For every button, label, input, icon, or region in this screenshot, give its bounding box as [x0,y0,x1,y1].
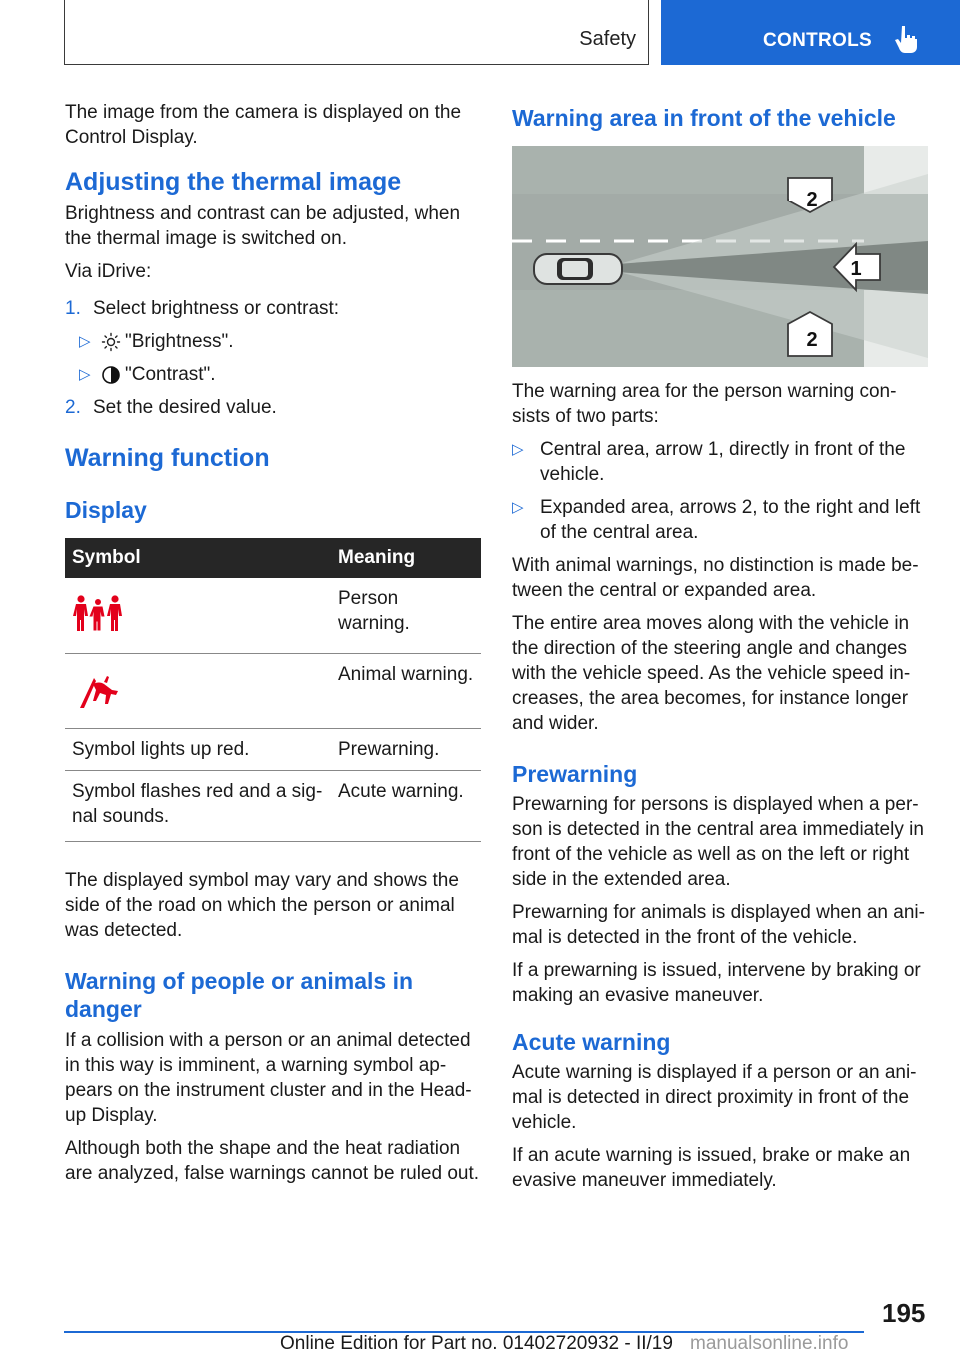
substep-text: "Brightness". [125,331,234,352]
step-number: 2. [65,397,81,418]
page-number: 195 [882,1298,926,1328]
table-cell-symbol: Symbol lights up red. [65,728,331,770]
steps-list [65,296,481,420]
figure-label-2-top: 2 [806,189,818,211]
triangle-bullet: ▷ [79,366,91,383]
left-column [65,100,481,1194]
danger-paragraph-1: If a collision with a person or an animal detected in this way is imminent, a warning symbol ap-pears on the instrument cluster and in the Head-up Display. [65,1029,472,1126]
step-text: Set the desired value. [93,397,277,418]
bullet-text: Central area, arrow 1, directly in front of the vehicle. [540,439,906,485]
danger-paragraph-2: Although both the shape and the heat radiation are analyzed, false warnings cannot be ruled out. [65,1137,480,1184]
table-row [65,770,481,841]
area-paragraph-2: The entire area moves along with the vehicle in the direction of the steering angle and changes with the vehicle speed. As the vehicle speed in-creases, the area becomes, for instance longer and wider. [512,613,911,734]
header-section-title: Safety [579,28,636,50]
warning-function-heading: Warning function [65,444,270,472]
triangle-bullet: ▷ [512,499,524,516]
symbol-table [65,538,481,842]
adjust-paragraph: Brightness and contrast can be adjusted, when the thermal image is switched on. [65,203,461,249]
table-cell-symbol [65,578,331,653]
list-item [65,362,481,387]
person-warning-icon [72,594,124,634]
table-cell-meaning: Animal warning. [331,653,481,728]
figure-label-1: 1 [850,258,862,280]
table-cell-symbol [65,653,331,728]
prewarning-paragraph-3: If a prewarning is issued, intervene by braking or making an evasive maneuver. [512,960,921,1006]
via-idrive: Via iDrive: [65,261,152,282]
table-header-symbol: Symbol [65,538,331,578]
prewarning-heading: Prewarning [512,761,638,787]
table-row [65,578,481,653]
area-intro: The warning area for the person warning con-sists of two parts: [512,381,897,427]
acute-paragraph-1: Acute warning is displayed if a person or an ani-mal is detected in direct proximity in front of the vehicle. [512,1062,917,1133]
hand-pointer-icon [893,24,921,54]
danger-heading: Warning of people or animals in danger [65,967,414,1022]
bullet-text: Expanded area, arrows 2, to the right and left of the central area. [540,497,921,543]
prewarning-paragraph-1: Prewarning for persons is displayed when a per-son is detected in the central area immediately in front of the vehicle as well as on the left or right side in the extended area. [512,794,924,890]
table-row [65,728,481,770]
table-cell-meaning: Person warning. [331,578,481,653]
step-number: 1. [65,298,81,319]
table-header-meaning: Meaning [331,538,481,578]
brightness-icon [101,332,121,352]
list-item [65,395,481,420]
footer-edition: Online Edition for Part no. 01402720932 - II/19 [280,1333,673,1354]
intro-paragraph: The image from the camera is displayed on the Control Display. [65,102,462,148]
table-cell-meaning: Acute warning. [331,770,481,841]
area-bullets [512,437,928,545]
triangle-bullet: ▷ [512,441,524,458]
list-item [512,495,928,545]
warning-area-heading: Warning area in front of the vehicle [512,105,896,131]
after-table-paragraph: The displayed symbol may vary and shows the side of the road on which the person or animal was detected. [65,869,459,941]
table-cell-meaning: Prewarning. [331,728,481,770]
list-item [65,329,481,354]
triangle-bullet: ▷ [79,333,91,350]
header-tab-label: CONTROLS [763,30,873,51]
right-column [512,100,928,1201]
step-text: Select brightness or contrast: [93,298,340,319]
list-item [512,437,928,487]
prewarning-paragraph-2: Prewarning for animals is displayed when an ani-mal is detected in the front of the vehicle. [512,902,925,948]
footer-watermark[interactable]: manualsonline.info [690,1333,849,1354]
table-cell-symbol: Symbol flashes red and a sig-nal sounds. [65,770,331,841]
acute-paragraph-2: If an acute warning is issued, brake or make an evasive maneuver immediately. [512,1145,911,1191]
header-section-box [64,0,649,65]
table-row [65,653,481,728]
adjust-heading: Adjusting the thermal image [65,168,402,196]
header-controls-tab[interactable] [661,0,960,65]
animal-warning-icon [72,670,120,710]
display-heading: Display [65,497,147,523]
figure-label-2-bottom: 2 [806,329,818,351]
car-icon [534,254,622,284]
area-paragraph-1: With animal warnings, no distinction is made be-tween the central or expanded area. [512,555,919,601]
acute-heading: Acute warning [512,1029,671,1055]
list-item [65,296,481,321]
warning-area-figure [512,146,928,367]
contrast-icon [101,365,121,385]
substep-text: "Contrast". [125,364,216,385]
